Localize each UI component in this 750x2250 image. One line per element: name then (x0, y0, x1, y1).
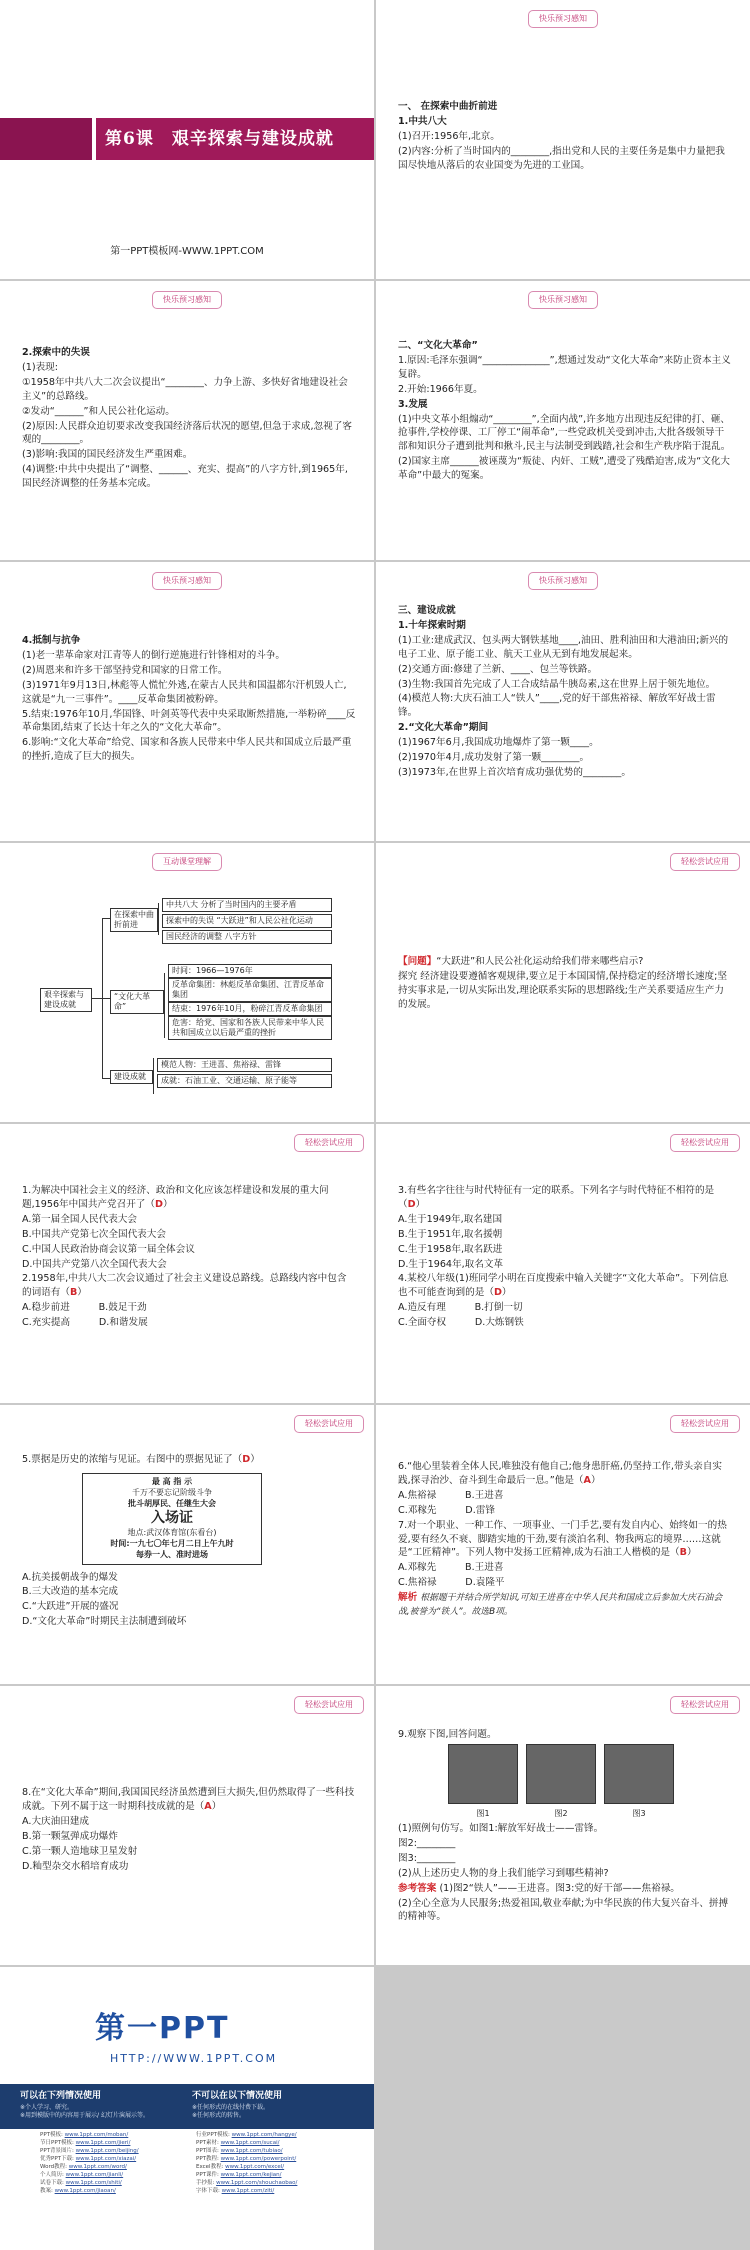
section-tag: 轻松尝试应用 (670, 1696, 740, 1714)
slide-13 (0, 1686, 374, 1965)
question-text: 5.票据是历史的浓缩与见证。右图中的票据见证了（ (22, 1454, 243, 1465)
slide-6 (376, 562, 750, 841)
slide-body (398, 1728, 732, 1743)
option: (1)照例句仿写。如图1:解放军好战士——雷锋。 (398, 1823, 604, 1834)
can-lines (20, 2104, 185, 2120)
question-line: A.生于1949年,取名建国 (398, 1213, 503, 1225)
text-line: (1)1967年6月,我国成功地爆炸了第一颗____。 (398, 737, 599, 749)
text-line: 一、 在探索中曲折前进 (398, 101, 498, 112)
slide-body (22, 1453, 356, 1630)
slide-12 (376, 1405, 750, 1684)
cannot-line: ※任何形式的在线付费下载。 (192, 2104, 270, 2111)
section-tag: 快乐预习感知 (528, 572, 598, 590)
title-accent (92, 118, 96, 160)
text-line: (2)交通方面:修建了兰新、____、包兰等铁路。 (398, 663, 598, 675)
option: A.抗美援朝战争的爆发 (22, 1571, 118, 1583)
question-line: 3.有些名字往往与时代特征有一定的联系。下列名字与时代特征不相符的是（D） (398, 1185, 715, 1210)
usage-band (0, 2084, 374, 2129)
ticket-line: 最 高 指 示 (151, 1476, 193, 1486)
option: C.第一颗人造地球卫星发射 (22, 1845, 138, 1857)
question-tail: ） (250, 1454, 260, 1465)
answer-1: (1)图2“铁人”——王进喜。图3:党的好干部——焦裕禄。 (439, 1882, 680, 1894)
map-root: 艰辛探索与建设成就 (40, 988, 92, 1012)
photo-caption: 图3 (632, 1809, 646, 1818)
ticket-line: 入场证 (151, 1510, 193, 1527)
can-line: ※个人学习、研究。 (20, 2104, 74, 2111)
slide-body (398, 1184, 732, 1331)
can-line: ※用到模版中的内容用于展示/ 幻灯片演展示等。 (20, 2112, 149, 2120)
mind-map (40, 898, 340, 1108)
can-title: 可以在下列情况使用 (20, 2091, 102, 2101)
text-line: (1)老一辈革命家对江青等人的倒行逆施进行针锋相对的斗争。 (22, 649, 286, 661)
question-line: D.中国共产党第八次全国代表大会 (22, 1258, 167, 1270)
links-right (196, 2132, 297, 2196)
title-stripe (0, 118, 92, 160)
slide-8 (376, 843, 750, 1122)
link-row[interactable]: PPT图表: www.1ppt.com/tubiao/ (196, 2147, 283, 2154)
text-line: (1)召开:1956年,北京。 (398, 130, 500, 142)
photo-3 (604, 1744, 674, 1804)
slide-15-ending (0, 1967, 374, 2250)
text-line: (2)原因:人民群众迫切要求改变我国经济落后状况的愿望,但急于求成,忽视了客观的________。 (22, 420, 352, 446)
slide-10 (376, 1124, 750, 1403)
slide-body (398, 339, 732, 484)
text-line: 三、建设成就 (398, 605, 456, 616)
option: C.“大跃进”开展的盛况 (22, 1601, 119, 1613)
slide-14 (376, 1686, 750, 1965)
cannot-title: 不可以在以下情况使用 (192, 2091, 283, 2101)
map-leaf: 国民经济的调整 八字方针 (162, 930, 332, 944)
explanation-text: 根据题干并结合所学知识,可知王进喜在中华人民共和国成立后参加大庆石油会战,被誉为“铁人”。故选B项。 (398, 1593, 723, 1618)
text-line: 3.发展 (398, 398, 428, 410)
map-leaf: 中共八大 分析了当时国内的主要矛盾 (162, 898, 332, 912)
slide-2 (376, 0, 750, 279)
text-line: 1.十年探索时期 (398, 619, 466, 631)
slide-4 (376, 281, 750, 560)
slide-body (398, 1822, 732, 1925)
question-text: “大跃进”和人民公社化运动给我们带来哪些启示? (436, 956, 644, 967)
question-line: A.稳步前进 B.鼓足干劲 (22, 1302, 147, 1314)
ticket-line: 每券一人、准时进场 (136, 1549, 208, 1559)
link-row[interactable]: 行业PPT模板: www.1ppt.com/hangye/ (196, 2132, 297, 2138)
slide-body (398, 1460, 732, 1620)
text-line: (1)工业:建成武汉、包头两大钢铁基地____,油田、胜利油田和大港油田;新兴的电子工业、原子能工业、航天工业从无到有地发展起来。 (398, 634, 729, 660)
map-leaf: 结束：1976年10月，粉碎江青反革命集团 (168, 1002, 332, 1016)
question-line: A.邓稼先 B.王进喜 (398, 1562, 504, 1574)
map-branch: “文化大革命” (110, 990, 164, 1014)
link-row[interactable]: PPT模板: www.1ppt.com/moban/ (40, 2132, 129, 2138)
text-line: 2.“文化大革命”期间 (398, 722, 489, 734)
question-line: B.中国共产党第七次全国代表大会 (22, 1228, 166, 1240)
links-left (40, 2132, 139, 2196)
slide-11 (0, 1405, 374, 1684)
section-tag: 轻松尝试应用 (670, 1134, 740, 1152)
empty-cell (376, 1967, 750, 2250)
question-line: C.生于1958年,取名跃进 (398, 1243, 503, 1255)
slide-7-mindmap (0, 843, 374, 1122)
text-line: 5.结束:1976年10月,华国锋、叶剑英等代表中央采取断然措施,一举粉碎____反革命集团,结束了长达十年之久的“文化大革命”。 (22, 708, 356, 734)
text-line: (3)1971年9月13日,林彪等人慌忙外逃,在蒙古人民共和国温都尔汗机毁人亡,这就是“九一三事件”。____反革命集团被粉碎。 (22, 679, 347, 705)
map-leaf: 反革命集团：林彪反革命集团、江青反革命集团 (168, 978, 332, 1002)
options (22, 1815, 356, 1874)
question-label: 【问题】 (398, 956, 437, 967)
answer-letter: D (493, 1287, 502, 1299)
link-row[interactable]: 优秀PPT下载: www.1ppt.com/xiazai/ (40, 2155, 137, 2162)
link-row[interactable]: 节日PPT模板: www.1ppt.com/jieri/ (40, 2139, 131, 2146)
answer-letter: B (69, 1287, 78, 1299)
section-tag: 互动课堂理解 (152, 853, 222, 871)
text-line: (1)表现: (22, 361, 59, 373)
section-tag: 轻松尝试应用 (294, 1134, 364, 1152)
slide-body (22, 634, 356, 765)
link-row[interactable]: Excel教程: www.1ppt.com/excel/ (196, 2163, 285, 2170)
map-leaf: 模范人物：王进喜、焦裕禄、雷锋 (157, 1058, 332, 1072)
slide-title (0, 0, 374, 279)
answer-letter: D (242, 1454, 251, 1465)
text-line: (1)中央文革小组煽动“________”,全面内战”,许多地方出现违反纪律的打、砸、抢事件,学校停课、工厂停工“闹革命”,一些党政机关受到冲击,大批各级领导干部和知识分子遭到批判和揪斗,民主与法制受到践踏,社会和生产秩序陷于混乱。 (398, 413, 731, 453)
section-tag: 轻松尝试应用 (294, 1415, 364, 1433)
section-tag: 轻松尝试应用 (294, 1696, 364, 1714)
section-tag: 快乐预习感知 (152, 291, 222, 309)
link-row[interactable]: 教案: www.1ppt.com/jiaoan/ (40, 2187, 116, 2194)
section-tag: 轻松尝试应用 (670, 1415, 740, 1433)
answer-letter: A (204, 1800, 212, 1812)
section-tag: 快乐预习感知 (528, 10, 598, 28)
slide-body (22, 1786, 356, 1874)
map-branch: 建设成就 (110, 1070, 153, 1084)
question-text: 8.在“文化大革命”期间,我国国民经济虽然遭到巨大损失,但仍然取得了一些科技成就。下列不属于这一时期科技成就的是（ (22, 1787, 355, 1812)
question-line: C.焦裕禄 D.袁隆平 (398, 1577, 505, 1589)
answer-text: 探究 经济建设要遵循客观规律,要立足于本国国情,保持稳定的经济增长速度;坚持实事求是,一切从实际出发,理论联系实际的思想路线;生产关系要适应生产力的发展。 (398, 970, 727, 1010)
lesson-title: 第6课 艰辛探索与建设成就 (105, 129, 334, 149)
source-text: 第一PPT模板网-WWW.1PPT.COM (110, 246, 264, 257)
answer-2: (2)全心全意为人民服务;热爱祖国,敬业奉献;为中华民族的伟大复兴奋斗、拼搏的精神等。 (398, 1897, 729, 1923)
option: A.大庆油田建成 (22, 1815, 90, 1827)
explanation-label: 解析 (398, 1592, 418, 1604)
text-line: ①1958年中共八大二次会议提出“________、力争上游、多快好省地建设社会主义”的总路线。 (22, 376, 348, 402)
ticket-line: 地点:武汉体育馆(东看台) (127, 1528, 217, 1538)
text-line: 4.抵制与抗争 (22, 635, 81, 646)
text-line: (2)1970年4月,成功发射了第一颗________。 (398, 752, 590, 764)
slide-body (22, 1184, 356, 1331)
map-leaf: 危害：给党、国家和各族人民带来中华人民共和国成立以后最严重的挫折 (168, 1016, 332, 1040)
option: (2)从上述历史人物的身上我们能学习到哪些精神? (398, 1867, 609, 1879)
question-line: D.生于1964年,取名文革 (398, 1258, 504, 1270)
cannot-lines (192, 2104, 362, 2120)
question-line: 4.某校八年级(1)班同学小明在百度搜索中输入关键字“文化大革命”。下列信息也不可能查询到的是（D） (398, 1273, 729, 1299)
section-tag: 轻松尝试应用 (670, 853, 740, 871)
map-leaf: 时间：1966—1976年 (168, 964, 332, 978)
question-line: C.邓稼先 D.雷锋 (398, 1504, 495, 1516)
text-line: 2.探索中的失误 (22, 347, 90, 358)
link-row[interactable]: 字体下载: www.1ppt.com/ziti/ (196, 2187, 275, 2194)
question-text: 9.观察下图,回答问题。 (398, 1729, 497, 1740)
text-line: 二、“文化大革命” (398, 340, 478, 351)
question-line: C.充实提高 D.和谐发展 (22, 1317, 148, 1329)
question-line: A.造反有理 B.打倒一切 (398, 1302, 523, 1314)
answer-letter: D (155, 1198, 163, 1210)
question-line: 2.1958年,中共八大二次会议通过了社会主义建设总路线。总路线内容中包含的词语有（B） (22, 1273, 347, 1299)
link-row[interactable]: PPT素材: www.1ppt.com/sucai/ (196, 2139, 280, 2146)
brand-url: HTTP://WWW.1PPT.COM (110, 2052, 278, 2065)
ticket-line: 时间:一九七〇年七月二日上午九时 (110, 1538, 234, 1548)
question-line: C.中国人民政治协商会议第一届全体会议 (22, 1243, 195, 1255)
answer-label: 参考答案 (398, 1882, 437, 1894)
ticket (82, 1473, 262, 1565)
cannot-line: ※任何形式的转售。 (192, 2112, 246, 2120)
question-line: A.焦裕禄 B.王进喜 (398, 1489, 504, 1501)
text-line: (3)影响:我国的国民经济发生严重困难。 (22, 449, 193, 461)
options (22, 1571, 356, 1630)
question-line: 1.为解决中国社会主义的经济、政治和文化应该怎样建设和发展的重大问题,1956年中国共产党召开了（D） (22, 1185, 329, 1210)
section-tag: 快乐预习感知 (152, 572, 222, 590)
question-line: 6.“他心里装着全体人民,唯独没有他自己;他身患肝癌,仍坚持工作,带头亲自实践,探寻治沙、奋斗到生命最后一息。”他是（A） (398, 1461, 722, 1486)
answer-letter: A (583, 1474, 591, 1486)
question-line: C.全面夺权 D.大炼钢铁 (398, 1317, 524, 1329)
photo-caption: 图1 (476, 1809, 490, 1818)
text-line: (2)国家主席______被诬蔑为“叛徒、内奸、工贼”,遭受了残酷迫害,成为“文化大革命”中最大的冤案。 (398, 456, 731, 482)
text-line: 2.开始:1966年夏。 (398, 383, 483, 395)
photo-caption: 图2 (554, 1809, 568, 1818)
option: B.三大改造的基本完成 (22, 1586, 118, 1598)
option: 图3:________ (398, 1852, 456, 1864)
question-line: 7.对一个职业、一种工作、一项事业、一门手艺,要有发自内心、始终如一的热爱,要有经久不衰、脚踏实地的干劲,要有淡泊名利、物我两忘的境界……这就是“工匠精神”。下列人物中发扬工匠精神,成为石油工人楷模的是（B） (398, 1519, 727, 1559)
slide-5 (0, 562, 374, 841)
link-row[interactable]: 手抄报: www.1ppt.com/shouchaobao/ (196, 2179, 298, 2186)
slide-body (22, 346, 356, 492)
text-line: (3)生物:我国首先完成了人工合成结晶牛胰岛素,这在世界上居于领先地位。 (398, 678, 716, 690)
photo-2 (526, 1744, 596, 1804)
text-line: ②发动“______”和人民公社化运动。 (22, 405, 175, 417)
text-line: (2)内容:分析了当时国内的________,指出党和人民的主要任务是集中力量把我国尽快地从落后的农业国变为先进的工业国。 (398, 145, 725, 171)
option: B.第一颗氢弹成功爆炸 (22, 1830, 118, 1842)
map-leaf: 探索中的失误 “大跃进”和人民公社化运动 (162, 914, 332, 928)
map-branch: 在探索中曲折前进 (110, 908, 158, 932)
questions (398, 1460, 732, 1590)
link-row[interactable]: PPT背景图片: www.1ppt.com/beijing/ (40, 2147, 139, 2154)
link-row[interactable]: Word教程: www.1ppt.com/word/ (40, 2163, 127, 2170)
text-line: (4)调整:中共中央提出了“调整、______、充实、提高”的八字方针,到1965年,国民经济调整的任务基本完成。 (22, 464, 348, 490)
text-line: 1.原因:毛泽东强调“______________”,想通过发动“文化大革命”来防止资本主义复辟。 (398, 354, 731, 380)
link-row[interactable]: PPT教程: www.1ppt.com/powerpoint/ (196, 2155, 297, 2162)
option: D.籼型杂交水稻培育成功 (22, 1860, 129, 1872)
slide-body (398, 100, 732, 174)
answer-letter: D (407, 1198, 416, 1210)
text-line: (2)周恩来和许多干部坚持党和国家的日常工作。 (22, 664, 228, 676)
map-leaf: 成就：石油工业、交通运输、原子能等 (157, 1074, 332, 1088)
text-line: 6.影响:“文化大革命”给党、国家和各族人民带来中华人民共和国成立后最严重的挫折,造成了巨大的损失。 (22, 737, 352, 763)
text-line: (4)模范人物:大庆石油工人“铁人”____,党的好干部焦裕禄、解放军好战士雷锋。 (398, 693, 716, 719)
slide-body (398, 955, 732, 1013)
ticket-line: 批斗胡厚民、任继生大会 (128, 1498, 216, 1508)
link-row[interactable]: PPT课件: www.1ppt.com/kejian/ (196, 2171, 282, 2178)
slide-body (398, 604, 732, 781)
title-band (0, 118, 374, 160)
text-line: 1.中共八大 (398, 115, 447, 127)
question-lines (398, 1822, 732, 1881)
answer-letter: B (679, 1547, 687, 1559)
slide-9 (0, 1124, 374, 1403)
text-line: (3)1973年,在世界上首次培育成功强优势的________。 (398, 766, 631, 778)
question-tail: ） (211, 1800, 222, 1812)
option: D.“文化大革命”时期民主法制遭到破坏 (22, 1616, 187, 1628)
link-row[interactable]: 试卷下载: www.1ppt.com/shiti/ (40, 2179, 122, 2186)
slide-3 (0, 281, 374, 560)
option: 图2:________ (398, 1837, 456, 1849)
photo-1 (448, 1744, 518, 1804)
ticket-line: 千万不要忘记阶级斗争 (132, 1487, 212, 1497)
section-tag: 快乐预习感知 (528, 291, 598, 309)
question-line: A.第一届全国人民代表大会 (22, 1213, 137, 1225)
brand-logo: 第一PPT (95, 2011, 230, 2046)
question-line: B.生于1951年,取名援朝 (398, 1228, 503, 1240)
link-row[interactable]: 个人简历: www.1ppt.com/jianli/ (40, 2171, 124, 2178)
